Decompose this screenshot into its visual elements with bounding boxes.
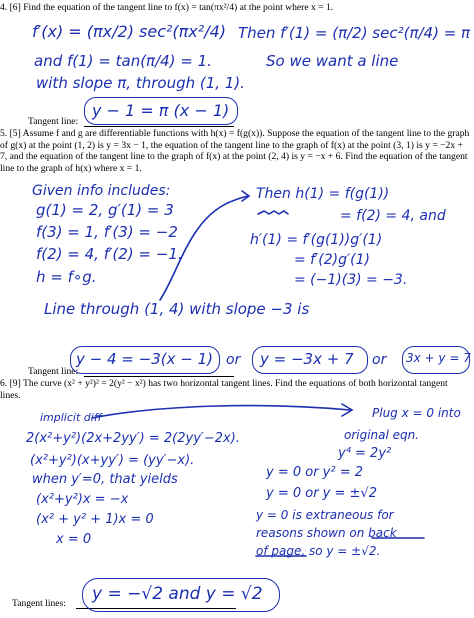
problem-number: 5. — [0, 128, 8, 139]
p5-work-line-5: = (−1)(3) = −3. — [294, 272, 408, 288]
p5-given-line-4: f(2) = 4, f′(2) = −1. — [36, 245, 183, 263]
p6-work-right-5: y = 0 or y = ±√2 — [266, 486, 377, 501]
p6-work-right-4: y = 0 or y² = 2 — [266, 465, 364, 480]
p6-work-left-1: implicit diff — [40, 411, 102, 424]
p5-given-line-3: f(3) = 1, f′(3) = −2 — [36, 223, 178, 241]
p5-work-line-2: = f(2) = 4, and — [340, 208, 446, 224]
p5-work-line-3: h′(1) = f′(g(1))g′(1) — [250, 232, 383, 248]
problem-points: [6] — [9, 2, 21, 13]
p5-or-word-1: or — [226, 352, 241, 368]
p6-work-right-3: y⁴ = 2y² — [338, 446, 392, 461]
p5-scribble — [258, 211, 288, 214]
p6-answer-label: Tangent lines: — [12, 598, 66, 609]
p5-given-line-5: h = f∘g. — [36, 268, 97, 286]
p4-answer-label: Tangent line: — [28, 116, 79, 127]
p5-given-line-2: g(1) = 2, g′(1) = 3 — [36, 201, 174, 219]
p6-work-right-1: Plug x = 0 into — [372, 406, 461, 420]
p6-work-left-7: x = 0 — [56, 532, 92, 547]
p6-work-right-8: of page, so y = ±√2. — [256, 544, 381, 558]
p6-work-right-6: y = 0 is extraneous for — [256, 508, 394, 522]
p5-connector-curve — [160, 196, 248, 300]
problem-points: [9] — [9, 378, 21, 389]
p5-work-line-1: Then h(1) = f(g(1)) — [256, 186, 390, 202]
p6-work-right-2: original eqn. — [344, 428, 420, 442]
p6-connector-curve — [92, 406, 350, 418]
p5-answer-label: Tangent line: — [28, 366, 79, 377]
p4-work-line-5: with slope π, through (1, 1). — [36, 74, 245, 92]
p4-work-line-4: So we want a line — [266, 52, 399, 70]
p5-answer-3: 3x + y = 7 — [406, 351, 471, 365]
problem-number: 4. — [0, 2, 8, 13]
p4-work-line-1: f′(x) = (πx/2) sec²(πx²/4) — [32, 22, 226, 41]
problem-points: [5] — [9, 128, 21, 139]
p6-work-left-5: (x²+y²)x = −x — [36, 492, 129, 507]
p5-answer-1: y − 4 = −3(x − 1) — [76, 350, 213, 368]
problem-number: 6. — [0, 378, 8, 389]
p5-answer-2: y = −3x + 7 — [260, 350, 354, 368]
p5-work-bottom: Line through (1, 4) with slope −3 is — [44, 300, 310, 318]
p5-given-line-1: Given info includes: — [32, 183, 171, 199]
p6-work-left-2: 2(x²+y²)(2x+2yy′) = 2(2yy′−2x). — [26, 431, 240, 446]
problem-text: The curve (x² + y²)² = 2(y² − x²) has two horizontal tangent lines. Find the equations of both horizontal tangent lines. — [0, 378, 448, 401]
p6-work-left-3: (x²+y²)(x+yy′) = (yy′−x). — [30, 453, 195, 468]
p6-work-left-4: when y′=0, that yields — [32, 472, 178, 487]
problem-text: Find the equation of the tangent line to f(x) = tan(πx²/4) at the point where x = 1. — [23, 2, 334, 13]
p5-or-word-2: or — [372, 352, 387, 368]
p6-work-right-7: reasons shown on back — [256, 526, 397, 540]
p4-work-line-2: Then f′(1) = (π/2) sec²(π/4) = π — [238, 24, 471, 42]
p5-work-line-4: = f′(2)g′(1) — [294, 252, 371, 268]
p4-answer: y − 1 = π (x − 1) — [92, 101, 230, 120]
problem-text: Assume f and g are differentiable functions with h(x) = f(g(x)). Suppose the equation of the tangent line to the graph of g(x) at the point (1, 2) is y = 3x − 1, the equation of the tangent line to the graph of f(x) at the point (3, 1) is y = −2x + 7, and the equation of the tangent line to the graph of f(x) at the point (2, 4) is y = −x + 6. Find the equation of the tangent line to the graph of h(x) where x = 1. — [0, 128, 470, 174]
p4-work-line-3: and f(1) = tan(π/4) = 1. — [34, 52, 212, 70]
p6-answer: y = −√2 and y = √2 — [92, 584, 263, 604]
p6-work-left-6: (x² + y² + 1)x = 0 — [36, 512, 154, 527]
